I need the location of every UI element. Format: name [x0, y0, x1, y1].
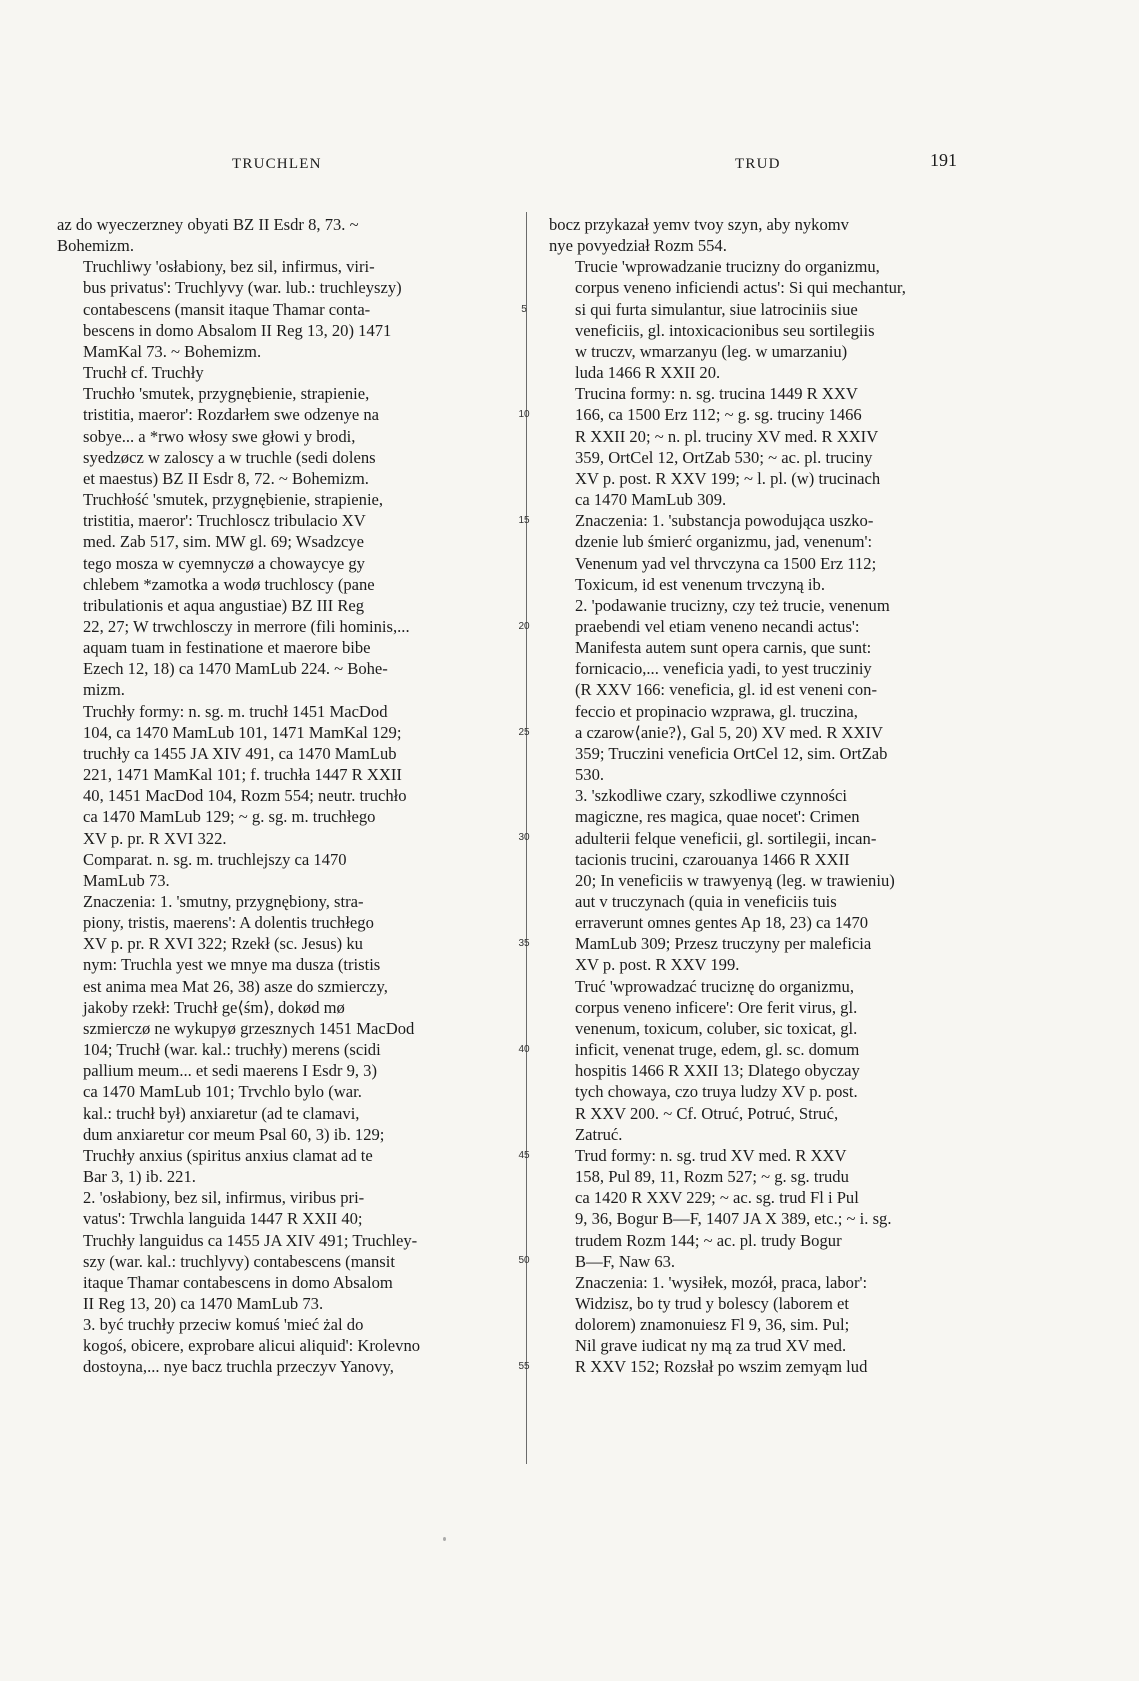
text-line: Truchłość 'smutek, przygnębienie, strapienie,: [83, 490, 384, 510]
text-line: 359; Truczini veneficia OrtCel 12, sim. OrtZab: [575, 743, 888, 763]
text-line: vatus': Trwchla languida 1447 R XXII 40;: [83, 1209, 363, 1229]
text-line: (R XXV 166: veneficia, gl. id est veneni con-: [575, 680, 877, 700]
text-line: Truchły formy: n. sg. m. truchł 1451 MacDod: [83, 701, 388, 721]
text-line: dum anxiaretur cor meum Psal 60, 3) ib. 129;: [83, 1124, 385, 1144]
entry-paragraph: [57, 891, 498, 1187]
entry-paragraph: [549, 785, 990, 975]
text-line: erraverunt omnes gentes Ap 18, 23) ca 1470: [575, 913, 869, 933]
text-line: Truchły anxius (spiritus anxius clamat ad te: [83, 1145, 373, 1165]
text-line: MamLub 73.: [83, 870, 170, 890]
text-line: Toxicum, id est venenum trvczyną ib.: [575, 574, 825, 594]
text-line: XV p. post. R XXV 199; ~ l. pl. (w) trucinach: [575, 468, 881, 488]
text-line: Znaczenia: 1. 'smutny, przygnębiony, stra-: [83, 892, 364, 911]
text-line: et maestus) BZ II Esdr 8, 72. ~ Bohemizm.: [83, 468, 369, 488]
text-line: R XXV 152; Rozsłał po wszim zemyąm lud: [575, 1357, 868, 1377]
entry-paragraph: [549, 595, 990, 785]
text-line: corpus veneno inficiendi actus': Si qui mechantur,: [575, 278, 906, 298]
text-line: med. Zab 517, sim. MW gl. 69; Wsadzcye: [83, 532, 364, 552]
text-line: 22, 27; W trwchlosczy in merrore (fili hominis,...: [83, 616, 410, 636]
text-line: Zatruć.: [575, 1124, 623, 1144]
text-line: itaque Thamar contabescens in domo Absalom: [83, 1272, 393, 1292]
entry-paragraph: [549, 976, 990, 1145]
text-line: 166, ca 1500 Erz 112; ~ g. sg. truciny 1466: [575, 405, 862, 425]
line-number: 15: [518, 515, 530, 527]
text-line: Trud formy: n. sg. trud XV med. R XXV: [575, 1145, 847, 1165]
text-line: trudem Rozm 144; ~ ac. pl. trudy Bogur: [575, 1230, 842, 1250]
text-line: Comparat. n. sg. m. truchlejszy ca 1470: [83, 849, 347, 869]
line-number-gutter: [512, 214, 542, 1414]
entry-paragraph: [57, 362, 498, 383]
line-number: 35: [518, 938, 530, 950]
text-line: 3. być truchły przeciw komuś 'mieć żal do: [83, 1315, 364, 1335]
text-line: bocz przykazał yemv tvoy szyn, aby nykomv: [549, 215, 849, 234]
text-line: praebendi vel etiam veneno necandi actus':: [575, 616, 860, 636]
entry-paragraph: [57, 256, 498, 362]
text-line: Truchliwy 'osłabiony, bez sil, infirmus, viri-: [83, 257, 375, 277]
text-line: nye povyedział Rozm 554.: [549, 236, 727, 256]
text-line: chlebem *zamotka a wodø truchloscy (pane: [83, 574, 375, 594]
text-line: szy (war. kal.: truchlyvy) contabescens (mansit: [83, 1251, 395, 1271]
line-number: 40: [518, 1043, 530, 1055]
text-line: R XXII 20; ~ n. pl. truciny XV med. R XXIV: [575, 426, 879, 446]
text-line: syedzøcz w zaloscy a w truchle (sedi dolens: [83, 447, 376, 467]
text-line: Venenum yad vel thrvczyna ca 1500 Erz 112;: [575, 553, 877, 573]
text-line: MamKal 73. ~ Bohemizm.: [83, 341, 262, 361]
entry-paragraph: [549, 256, 990, 383]
text-line: Trucina formy: n. sg. trucina 1449 R XXV: [575, 384, 858, 404]
text-line: ca 1420 R XXV 229; ~ ac. sg. trud Fl i Pul: [575, 1188, 859, 1208]
text-line: si qui furta simulantur, siue latrociniis siue: [575, 299, 858, 319]
line-number: 45: [518, 1149, 530, 1161]
text-line: Truchło 'smutek, przygnębienie, strapienie,: [83, 384, 370, 404]
text-line: magiczne, res magica, quae nocet': Crimen: [575, 807, 860, 827]
text-line: 9, 36, Bogur B—F, 1407 JA X 389, etc.; ~ i. sg.: [575, 1209, 892, 1229]
entry-paragraph: [549, 510, 990, 595]
running-head-right: TRUD: [735, 156, 781, 172]
text-line: dolorem) znamonuiesz Fl 9, 36, sim. Pul;: [575, 1315, 850, 1335]
left-column: [57, 214, 498, 1378]
text-line: bus privatus': Truchlyvy (war. lub.: truchleyszy): [83, 278, 402, 298]
text-line: tribulationis et aqua angustiae) BZ III Reg: [83, 595, 365, 615]
text-line: venenum, toxicum, coluber, sic toxicat, gl.: [575, 1018, 858, 1038]
text-line: kal.: truchł był) anxiaretur (ad te clamavi,: [83, 1103, 360, 1123]
line-number: 50: [518, 1255, 530, 1267]
text-line: tristitia, maeror': Rozdarłem swe odzenye na: [83, 405, 380, 425]
text-line: piony, tristis, maerens': A dolentis truchłego: [83, 913, 374, 933]
text-line: truchły ca 1455 JA XIV 491, ca 1470 MamLub: [83, 743, 397, 763]
text-line: jakoby rzekł: Truchł ge⟨śm⟩, dokød mø: [83, 997, 345, 1017]
text-line: XV p. pr. R XVI 322; Rzekł (sc. Jesus) ku: [83, 934, 363, 954]
text-line: Ezech 12, 18) ca 1470 MamLub 224. ~ Bohe-: [83, 659, 388, 679]
entry-paragraph: [57, 701, 498, 849]
text-line: nym: Truchla yest we mnye ma dusza (tristis: [83, 955, 381, 975]
text-line: adulterii felque veneficii, gl. sortilegii, incan-: [575, 828, 877, 848]
running-head-left: TRUCHLEN: [232, 156, 322, 172]
page-number: 191: [930, 150, 957, 170]
text-line: tacionis trucini, czarouanya 1466 R XXII: [575, 849, 850, 869]
right-column: [549, 214, 990, 1378]
text-line: w truczv, wmarzanyu (leg. w umarzaniu): [575, 341, 848, 361]
text-line: tych chowaya, czo truya ludzy XV p. post.: [575, 1082, 858, 1102]
text-line: 359, OrtCel 12, OrtZab 530; ~ ac. pl. truciny: [575, 447, 873, 467]
line-number: 30: [518, 832, 530, 844]
entry-paragraph: [57, 489, 498, 701]
text-line: Truchły languidus ca 1455 JA XIV 491; Truchley-: [83, 1230, 418, 1250]
text-line: 158, Pul 89, 11, Rozm 527; ~ g. sg. trudu: [575, 1167, 849, 1187]
text-line: szmierczø ne wykupyø grzesznych 1451 MacDod: [83, 1018, 415, 1038]
text-line: corpus veneno inficere': Ore ferit virus, gl.: [575, 997, 858, 1017]
text-line: kogoś, obicere, exprobare alicui aliquid': Krolevno: [83, 1336, 421, 1356]
text-line: MamLub 309; Przesz truczyny per maleficia: [575, 934, 872, 954]
text-line: B—F, Naw 63.: [575, 1251, 676, 1271]
text-line: est anima mea Mat 26, 38) asze do szmierczy,: [83, 976, 388, 996]
entry-paragraph: [57, 383, 498, 489]
text-line: aquam tuam in festinatione et maerore bibe: [83, 638, 371, 658]
entry-paragraph: [57, 1314, 498, 1377]
text-line: tego mosza w cyemnyczø a chowaycye gy: [83, 553, 365, 573]
text-line: Znaczenia: 1. 'substancja powodująca uszko-: [575, 511, 874, 531]
text-line: aut v truczynach (quia in veneficiis tuis: [575, 892, 837, 911]
text-line: 104; Truchł (war. kal.: truchły) merens (scidi: [83, 1040, 381, 1060]
text-line: Widzisz, bo ty trud y bolescy (laborem et: [575, 1293, 849, 1313]
line-number: 55: [518, 1361, 530, 1373]
text-line: Bohemizm.: [57, 236, 134, 256]
text-line: Znaczenia: 1. 'wysiłek, mozół, praca, labor':: [575, 1272, 868, 1292]
line-number: 25: [518, 726, 530, 738]
text-line: hospitis 1466 R XXII 13; Dlatego obyczay: [575, 1061, 860, 1081]
text-line: Manifesta autem sunt opera carnis, que sunt:: [575, 638, 872, 658]
entry-paragraph: [57, 1187, 498, 1314]
text-line: 40, 1451 MacDod 104, Rozm 554; neutr. truchło: [83, 786, 407, 806]
entry-paragraph: [57, 214, 498, 256]
text-line: 221, 1471 MamKal 101; f. truchła 1447 R XXII: [83, 765, 402, 785]
text-line: ca 1470 MamLub 129; ~ g. sg. m. truchłego: [83, 807, 376, 827]
text-line: dostoyna,... nye bacz truchla przeczyv Yanovy,: [83, 1357, 394, 1377]
entry-paragraph: [549, 214, 990, 256]
paper-speck: [443, 1537, 446, 1541]
line-number: 10: [518, 409, 530, 421]
text-line: fornicacio,... veneficia yadi, to yest trucziniy: [575, 659, 872, 679]
text-line: dzenie lub śmierć organizmu, jad, venenum':: [575, 532, 873, 552]
entry-paragraph: [549, 1272, 990, 1378]
text-line: 2. 'podawanie trucizny, czy też trucie, venenum: [575, 595, 890, 615]
entry-paragraph: [549, 383, 990, 510]
text-line: a czarow⟨anie?⟩, Gal 5, 20) XV med. R XXIV: [575, 722, 884, 742]
text-line: 530.: [575, 765, 605, 785]
text-line: Nil grave iudicat ny mą za trud XV med.: [575, 1336, 847, 1356]
text-line: 20; In veneficiis w trawyenyą (leg. w trawieniu): [575, 870, 895, 890]
text-line: tristitia, maeror': Truchloscz tribulacio XV: [83, 511, 366, 531]
entry-paragraph: [57, 849, 498, 891]
text-line: pallium meum... et sedi maerens I Esdr 9, 3): [83, 1061, 378, 1081]
text-line: az do wyeczerzney obyati BZ II Esdr 8, 73. ~: [57, 215, 359, 234]
line-number: 5: [521, 303, 527, 315]
text-line: XV p. post. R XXV 199.: [575, 955, 740, 975]
text-line: mizm.: [83, 680, 125, 700]
line-number: 20: [518, 620, 530, 632]
text-line: luda 1466 R XXII 20.: [575, 363, 721, 383]
text-line: Bar 3, 1) ib. 221.: [83, 1167, 196, 1187]
text-line: 2. 'osłabiony, bez sil, infirmus, viribus pri-: [83, 1188, 365, 1208]
text-line: inficit, venenat truge, edem, gl. sc. domum: [575, 1040, 860, 1060]
text-line: ca 1470 MamLub 101; Trvchlo bylo (war.: [83, 1082, 362, 1102]
text-line: XV p. pr. R XVI 322.: [83, 828, 227, 848]
text-line: Truchł cf. Truchły: [83, 363, 204, 383]
text-line: Trucie 'wprowadzanie trucizny do organizmu,: [575, 257, 880, 277]
text-line: 3. 'szkodliwe czary, szkodliwe czynności: [575, 786, 847, 806]
text-line: bescens in domo Absalom II Reg 13, 20) 1471: [83, 320, 392, 340]
text-line: sobye... a *rwo włosy swe głowi y brodi,: [83, 426, 356, 446]
text-line: feccio et propinacio wzprawa, gl. truczina,: [575, 701, 858, 721]
text-line: 104, ca 1470 MamLub 101, 1471 MamKal 129;: [83, 722, 402, 742]
text-line: veneficiis, gl. intoxicacionibus seu sortilegiis: [575, 320, 875, 340]
text-line: R XXV 200. ~ Cf. Otruć, Potruć, Struć,: [575, 1103, 839, 1123]
entry-paragraph: [549, 1145, 990, 1272]
text-line: ca 1470 MamLub 309.: [575, 490, 727, 510]
text-line: II Reg 13, 20) ca 1470 MamLub 73.: [83, 1293, 324, 1313]
text-line: contabescens (mansit itaque Thamar conta-: [83, 299, 371, 319]
text-line: Truć 'wprowadzać truciznę do organizmu,: [575, 976, 855, 996]
